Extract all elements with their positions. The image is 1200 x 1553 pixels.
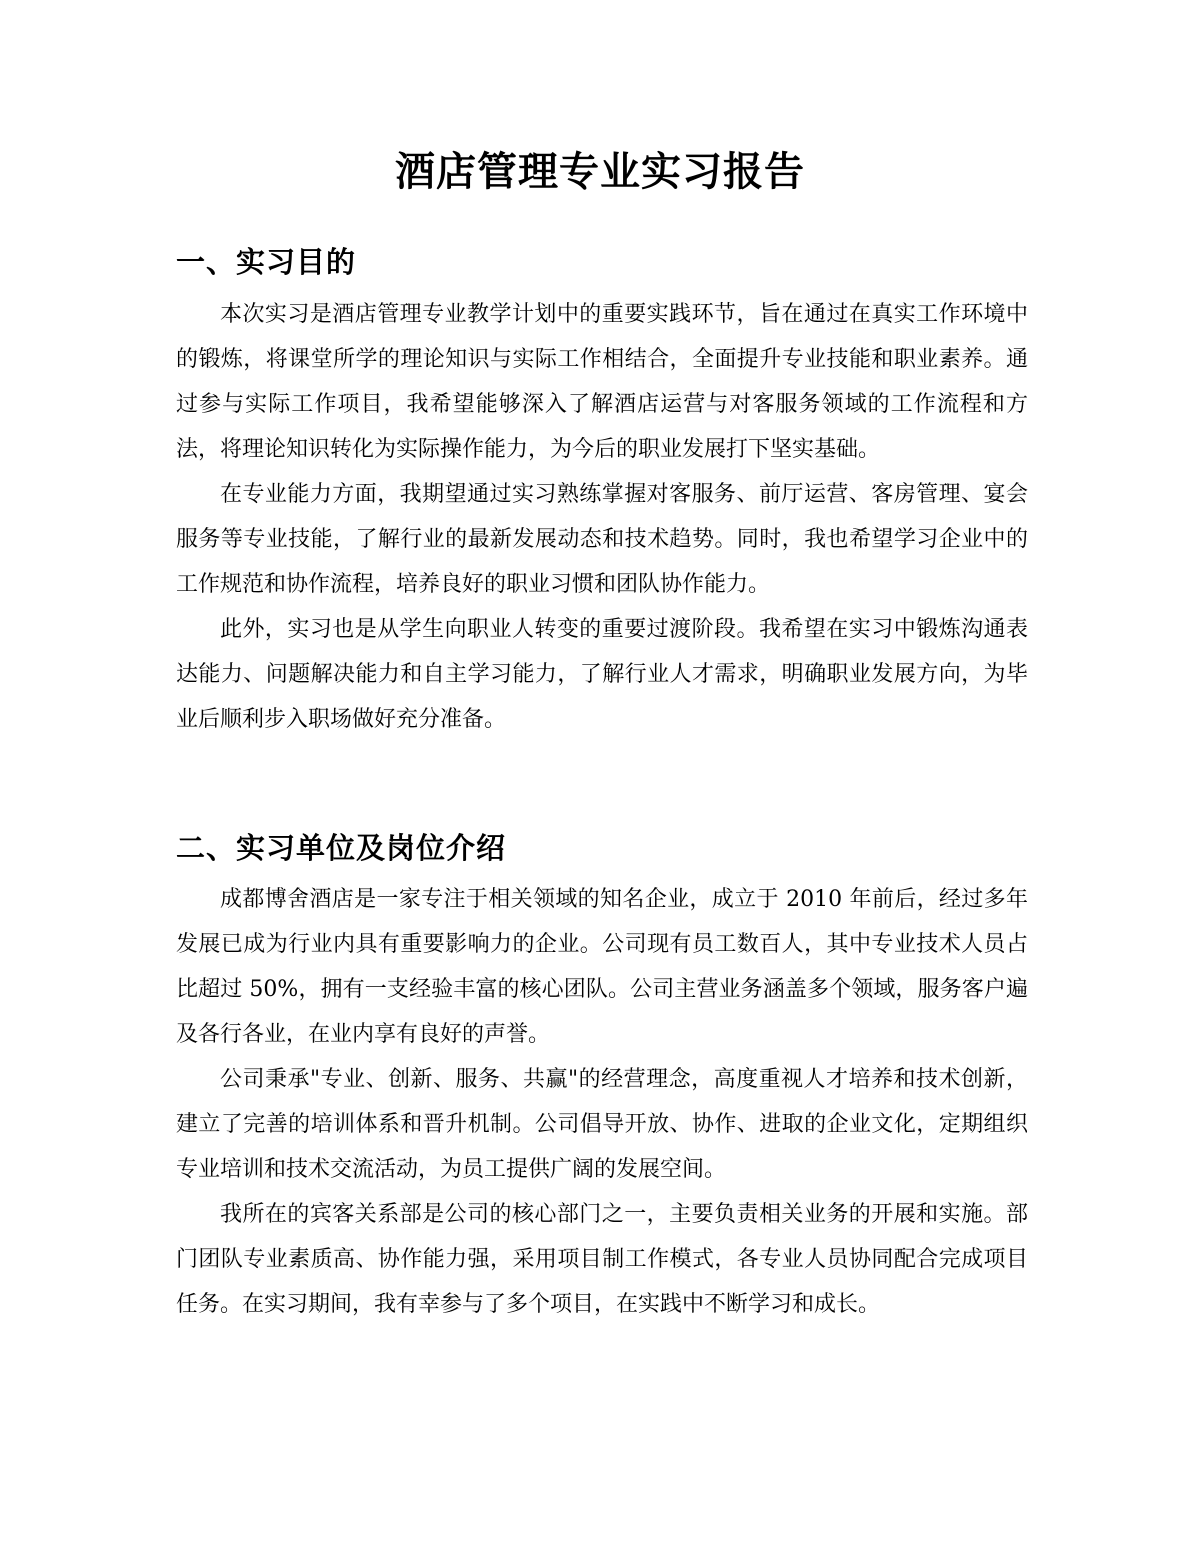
section-company-body: [176, 877, 1028, 1327]
paragraph: 我所在的宾客关系部是公司的核心部门之一，主要负责相关业务的开展和实施。部门团队专业素质高、协作能力强，采用项目制工作模式，各专业人员协同配合完成项目任务。在实习期间，我有幸参与了多个项目，在实践中不断学习和成长。: [176, 1202, 1028, 1317]
paragraph: 此外，实习也是从学生向职业人转变的重要过渡阶段。我希望在实习中锻炼沟通表达能力、问题解决能力和自主学习能力，了解行业人才需求，明确职业发展方向，为毕业后顺利步入职场做好充分准备。: [176, 617, 1028, 732]
section-heading-company: 二、实习单位及岗位介绍: [176, 831, 507, 865]
section-purpose-body: [176, 292, 1028, 742]
document-title: 酒店管理专业实习报告: [395, 149, 805, 195]
paragraph: 公司秉承"专业、创新、服务、共赢"的经营理念，高度重视人才培养和技术创新，建立了完善的培训体系和晋升机制。公司倡导开放、协作、进取的企业文化，定期组织专业培训和技术交流活动，为员工提供广阔的发展空间。: [176, 1067, 1028, 1182]
paragraph: 成都博舍酒店是一家专注于相关领域的知名企业，成立于 2010 年前后，经过多年发展已成为行业内具有重要影响力的企业。公司现有员工数百人，其中专业技术人员占比超过 50%，拥有一支经验丰富的核心团队。公司主营业务涵盖多个领域，服务客户遍及各行各业，在业内享有良好的声誉。: [176, 887, 1028, 1047]
paragraph: 在专业能力方面，我期望通过实习熟练掌握对客服务、前厅运营、客房管理、宴会服务等专业技能，了解行业的最新发展动态和技术趋势。同时，我也希望学习企业中的工作规范和协作流程，培养良好的职业习惯和团队协作能力。: [176, 482, 1028, 597]
paragraph: 本次实习是酒店管理专业教学计划中的重要实践环节，旨在通过在真实工作环境中的锻炼，将课堂所学的理论知识与实际工作相结合，全面提升专业技能和职业素养。通过参与实际工作项目，我希望能够深入了解酒店运营与对客服务领域的工作流程和方法，将理论知识转化为实际操作能力，为今后的职业发展打下坚实基础。: [176, 302, 1028, 462]
section-heading-purpose: 一、实习目的: [176, 245, 357, 279]
